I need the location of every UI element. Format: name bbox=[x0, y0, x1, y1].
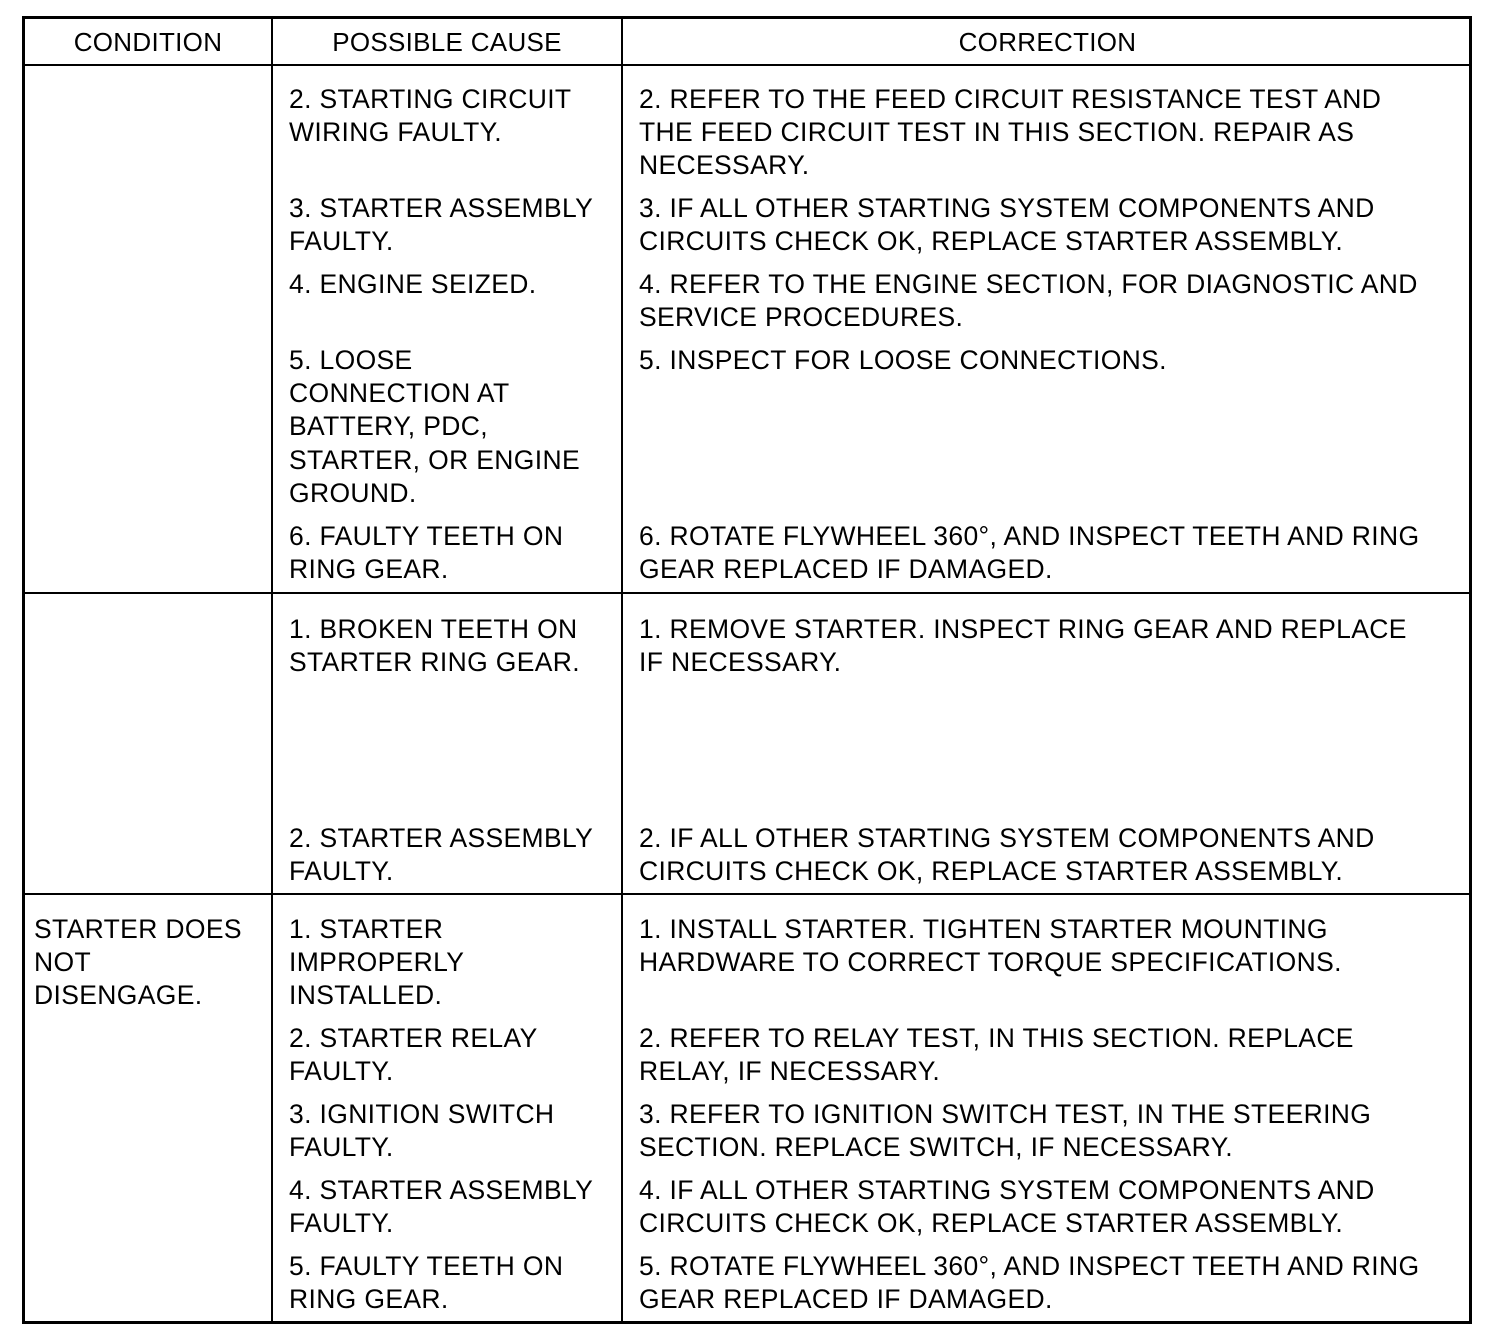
cause-cell: 5. LOOSE CONNECTION AT BATTERY, PDC, STARTER, OR ENGINE GROUND. bbox=[289, 345, 580, 508]
cause-cell: 1. STARTER IMPROPERLY INSTALLED. bbox=[289, 914, 465, 1011]
column-divider bbox=[271, 19, 273, 1321]
group-divider bbox=[25, 893, 1469, 895]
correction-cell: 4. REFER TO THE ENGINE SECTION, FOR DIAGNOSTIC AND SERVICE PROCEDURES. bbox=[639, 269, 1418, 333]
cause-cell: 2. STARTER RELAY FAULTY. bbox=[289, 1023, 538, 1087]
cause-cell: 4. STARTER ASSEMBLY FAULTY. bbox=[289, 1175, 594, 1239]
cause-cell: 2. STARTER ASSEMBLY FAULTY. bbox=[289, 823, 594, 887]
correction-cell: 2. REFER TO THE FEED CIRCUIT RESISTANCE TEST AND THE FEED CIRCUIT TEST IN THIS SECTION. REPAIR AS NECESSARY. bbox=[639, 84, 1382, 181]
cause-cell: 2. STARTING CIRCUIT WIRING FAULTY. bbox=[289, 84, 572, 148]
correction-cell: 6. ROTATE FLYWHEEL 360°, AND INSPECT TEETH AND RING GEAR REPLACED IF DAMAGED. bbox=[639, 521, 1420, 585]
cause-cell: 4. ENGINE SEIZED. bbox=[289, 269, 537, 299]
correction-cell: 5. ROTATE FLYWHEEL 360°, AND INSPECT TEETH AND RING GEAR REPLACED IF DAMAGED. bbox=[639, 1251, 1420, 1315]
cause-cell: 6. FAULTY TEETH ON RING GEAR. bbox=[289, 521, 564, 585]
diagnosis-table bbox=[22, 16, 1472, 1324]
correction-cell: 2. REFER TO RELAY TEST, IN THIS SECTION. REPLACE RELAY, IF NECESSARY. bbox=[639, 1023, 1354, 1087]
correction-cell: 5. INSPECT FOR LOOSE CONNECTIONS. bbox=[639, 345, 1167, 375]
correction-cell: 1. INSTALL STARTER. TIGHTEN STARTER MOUNTING HARDWARE TO CORRECT TORQUE SPECIFICATIONS. bbox=[639, 914, 1342, 978]
group-divider bbox=[25, 592, 1469, 594]
correction-cell: 1. REMOVE STARTER. INSPECT RING GEAR AND REPLACE IF NECESSARY. bbox=[639, 614, 1407, 678]
correction-cell: 3. IF ALL OTHER STARTING SYSTEM COMPONENTS AND CIRCUITS CHECK OK, REPLACE STARTER ASSEMBLY. bbox=[639, 193, 1375, 257]
correction-cell: 3. REFER TO IGNITION SWITCH TEST, IN THE STEERING SECTION. REPLACE SWITCH, IF NECESSARY. bbox=[639, 1099, 1372, 1163]
header-possible-cause: POSSIBLE CAUSE bbox=[332, 27, 562, 57]
cause-cell: 3. IGNITION SWITCH FAULTY. bbox=[289, 1099, 555, 1163]
correction-cell: 4. IF ALL OTHER STARTING SYSTEM COMPONENTS AND CIRCUITS CHECK OK, REPLACE STARTER ASSEMBLY. bbox=[639, 1175, 1375, 1239]
header-correction: CORRECTION bbox=[958, 27, 1137, 57]
cause-cell: 1. BROKEN TEETH ON STARTER RING GEAR. bbox=[289, 614, 580, 678]
condition-text: STARTER DOES NOT DISENGAGE. bbox=[34, 914, 242, 1011]
correction-cell: 2. IF ALL OTHER STARTING SYSTEM COMPONENTS AND CIRCUITS CHECK OK, REPLACE STARTER ASSEMBLY. bbox=[639, 823, 1375, 887]
header-condition: CONDITION bbox=[73, 27, 223, 57]
cause-cell: 5. FAULTY TEETH ON RING GEAR. bbox=[289, 1251, 564, 1315]
cause-cell: 3. STARTER ASSEMBLY FAULTY. bbox=[289, 193, 594, 257]
